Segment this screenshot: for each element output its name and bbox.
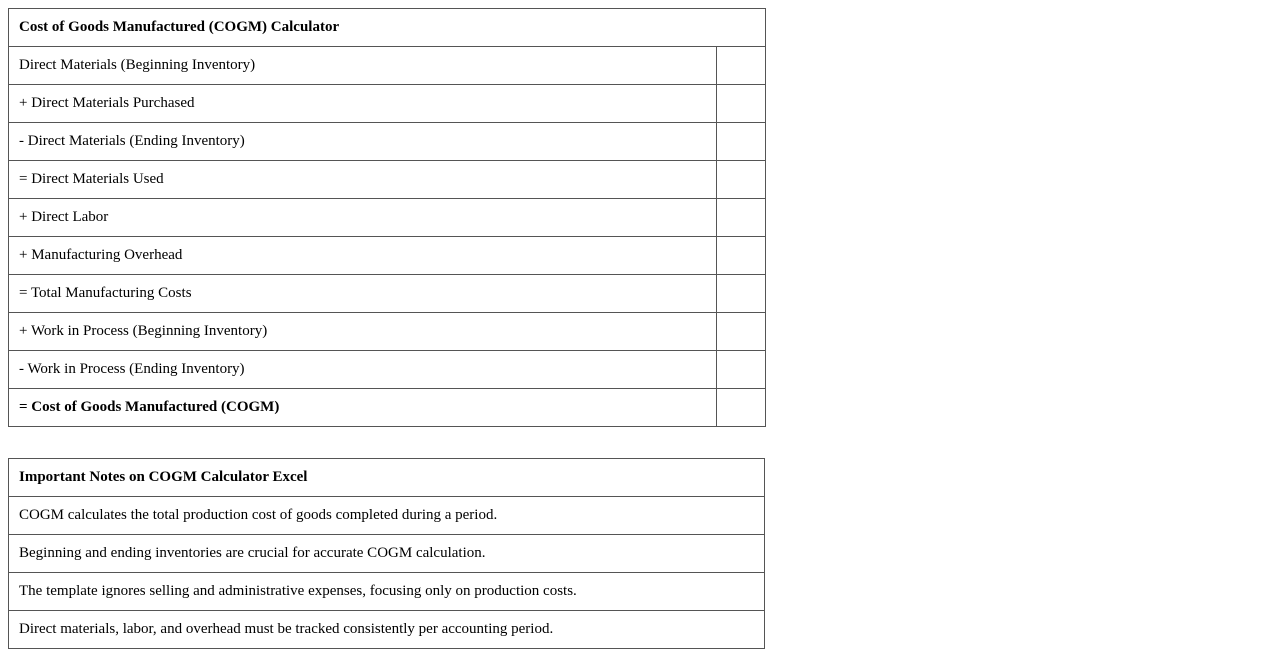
row-label-direct-materials-used: = Direct Materials Used: [9, 161, 717, 199]
direct-materials-ending-input[interactable]: [717, 124, 765, 160]
direct-materials-beginning-input[interactable]: [717, 48, 765, 84]
note-text: The template ignores selling and administrative expenses, focusing only on production costs.: [9, 573, 765, 611]
table-row: [9, 123, 766, 161]
notes-header-row: [9, 459, 765, 497]
list-item: [9, 611, 765, 649]
wip-ending-input[interactable]: [717, 352, 765, 388]
row-label-total-manufacturing-costs: = Total Manufacturing Costs: [9, 275, 717, 313]
note-text: Beginning and ending inventories are crucial for accurate COGM calculation.: [9, 535, 765, 573]
total-manufacturing-costs-input[interactable]: [717, 276, 765, 312]
value-cell-manufacturing-overhead[interactable]: [717, 237, 766, 275]
value-cell-direct-labor[interactable]: [717, 199, 766, 237]
direct-materials-purchased-input[interactable]: [717, 86, 765, 122]
table-row: [9, 161, 766, 199]
table-row: [9, 85, 766, 123]
list-item: [9, 573, 765, 611]
value-cell-direct-materials-ending[interactable]: [717, 123, 766, 161]
row-label-direct-materials-beginning: Direct Materials (Beginning Inventory): [9, 47, 717, 85]
table-row: [9, 199, 766, 237]
table-row: [9, 47, 766, 85]
manufacturing-overhead-input[interactable]: [717, 238, 765, 274]
value-cell-cogm-total[interactable]: [717, 389, 766, 427]
row-label-cogm-total: = Cost of Goods Manufactured (COGM): [9, 389, 717, 427]
row-label-manufacturing-overhead: + Manufacturing Overhead: [9, 237, 717, 275]
row-label-wip-ending: - Work in Process (Ending Inventory): [9, 351, 717, 389]
table-row: [9, 275, 766, 313]
value-cell-wip-ending[interactable]: [717, 351, 766, 389]
note-text: COGM calculates the total production cost of goods completed during a period.: [9, 497, 765, 535]
cogm-total-input[interactable]: [717, 390, 765, 426]
calculator-title: Cost of Goods Manufactured (COGM) Calculator: [9, 9, 766, 47]
calculator-header-row: [9, 9, 766, 47]
value-cell-direct-materials-used[interactable]: [717, 161, 766, 199]
row-label-wip-beginning: + Work in Process (Beginning Inventory): [9, 313, 717, 351]
direct-materials-used-input[interactable]: [717, 162, 765, 198]
table-row: [9, 389, 766, 427]
list-item: [9, 497, 765, 535]
list-item: [9, 535, 765, 573]
value-cell-wip-beginning[interactable]: [717, 313, 766, 351]
wip-beginning-input[interactable]: [717, 314, 765, 350]
row-label-direct-materials-ending: - Direct Materials (Ending Inventory): [9, 123, 717, 161]
cogm-notes-table: [8, 458, 765, 649]
row-label-direct-materials-purchased: + Direct Materials Purchased: [9, 85, 717, 123]
notes-title: Important Notes on COGM Calculator Excel: [9, 459, 765, 497]
table-row: [9, 351, 766, 389]
table-row: [9, 237, 766, 275]
cogm-calculator-table: [8, 8, 766, 427]
table-row: [9, 313, 766, 351]
row-label-direct-labor: + Direct Labor: [9, 199, 717, 237]
value-cell-direct-materials-purchased[interactable]: [717, 85, 766, 123]
note-text: Direct materials, labor, and overhead must be tracked consistently per accounting period.: [9, 611, 765, 649]
direct-labor-input[interactable]: [717, 200, 765, 236]
value-cell-total-manufacturing-costs[interactable]: [717, 275, 766, 313]
value-cell-direct-materials-beginning[interactable]: [717, 47, 766, 85]
